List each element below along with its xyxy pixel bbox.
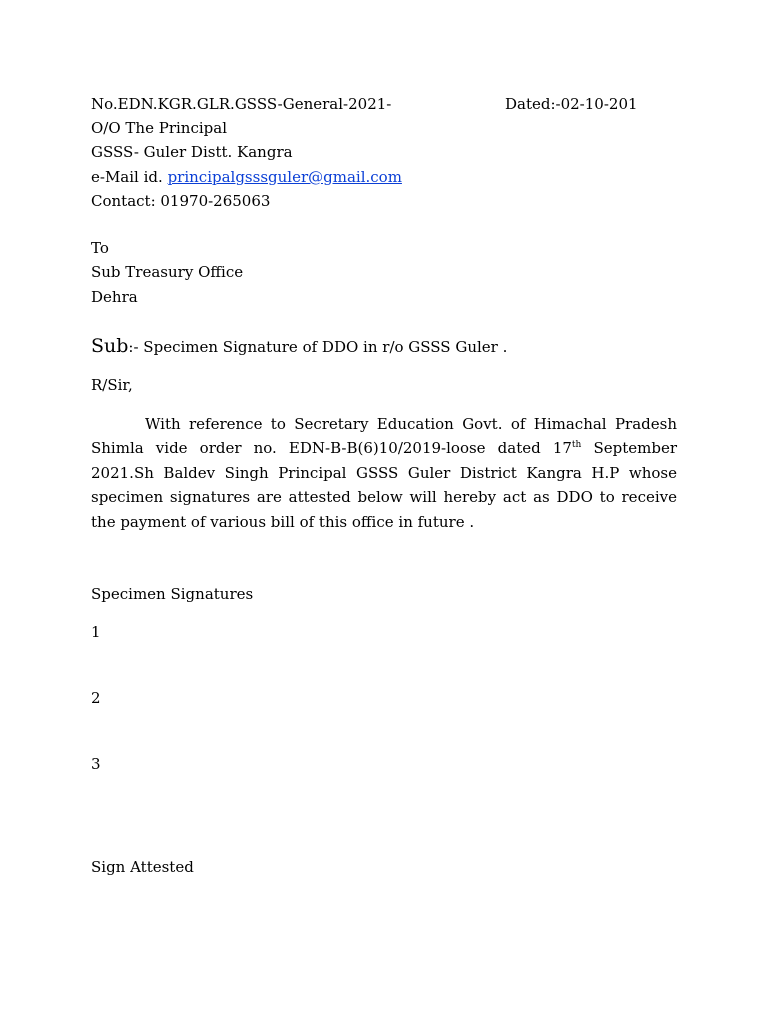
reference-number: No.EDN.KGR.GLR.GSSS-General-2021-	[91, 95, 392, 113]
recipient-place: Dehra	[91, 288, 138, 306]
letter-date: Dated:-02-10-201	[505, 95, 638, 113]
sender-office: O/O The Principal	[91, 119, 227, 137]
body-text-part2: September 2021.Sh Baldev Singh Principal GSSS Guler District Kangra H.P whose specimen signatures are attested below will hereby act as DDO to receive the payment of various bill of this office in future .	[91, 439, 677, 531]
signature-slot-number: 1	[91, 623, 101, 641]
salutation: R/Sir,	[91, 376, 133, 394]
sign-attested-label: Sign Attested	[91, 858, 194, 876]
body-paragraph	[91, 412, 677, 534]
specimen-signatures-heading: Specimen Signatures	[91, 585, 254, 603]
email-link[interactable]: principalgsssguler@gmail.com	[167, 168, 402, 186]
subject-text: :- Specimen Signature of DDO in r/o GSSS Guler .	[128, 338, 508, 356]
ordinal-suffix: th	[571, 440, 582, 451]
sender-contact: Contact: 01970-265063	[91, 192, 271, 210]
body-text-part1: With reference to Secretary Education Govt. of Himachal Pradesh Shimla vide order no. EDN-B-B(6)10/2019-loose dated 17	[91, 415, 677, 458]
sender-email-line	[91, 167, 402, 187]
subject-label: Sub	[91, 335, 129, 357]
subject-line	[91, 336, 507, 357]
signature-slot-number: 3	[91, 755, 101, 773]
signature-slot-number: 2	[91, 689, 101, 707]
sender-school: GSSS- Guler Distt. Kangra	[91, 143, 293, 161]
email-label: e-Mail id.	[91, 168, 163, 186]
recipient-office: Sub Treasury Office	[91, 263, 244, 281]
to-label: To	[91, 239, 109, 257]
